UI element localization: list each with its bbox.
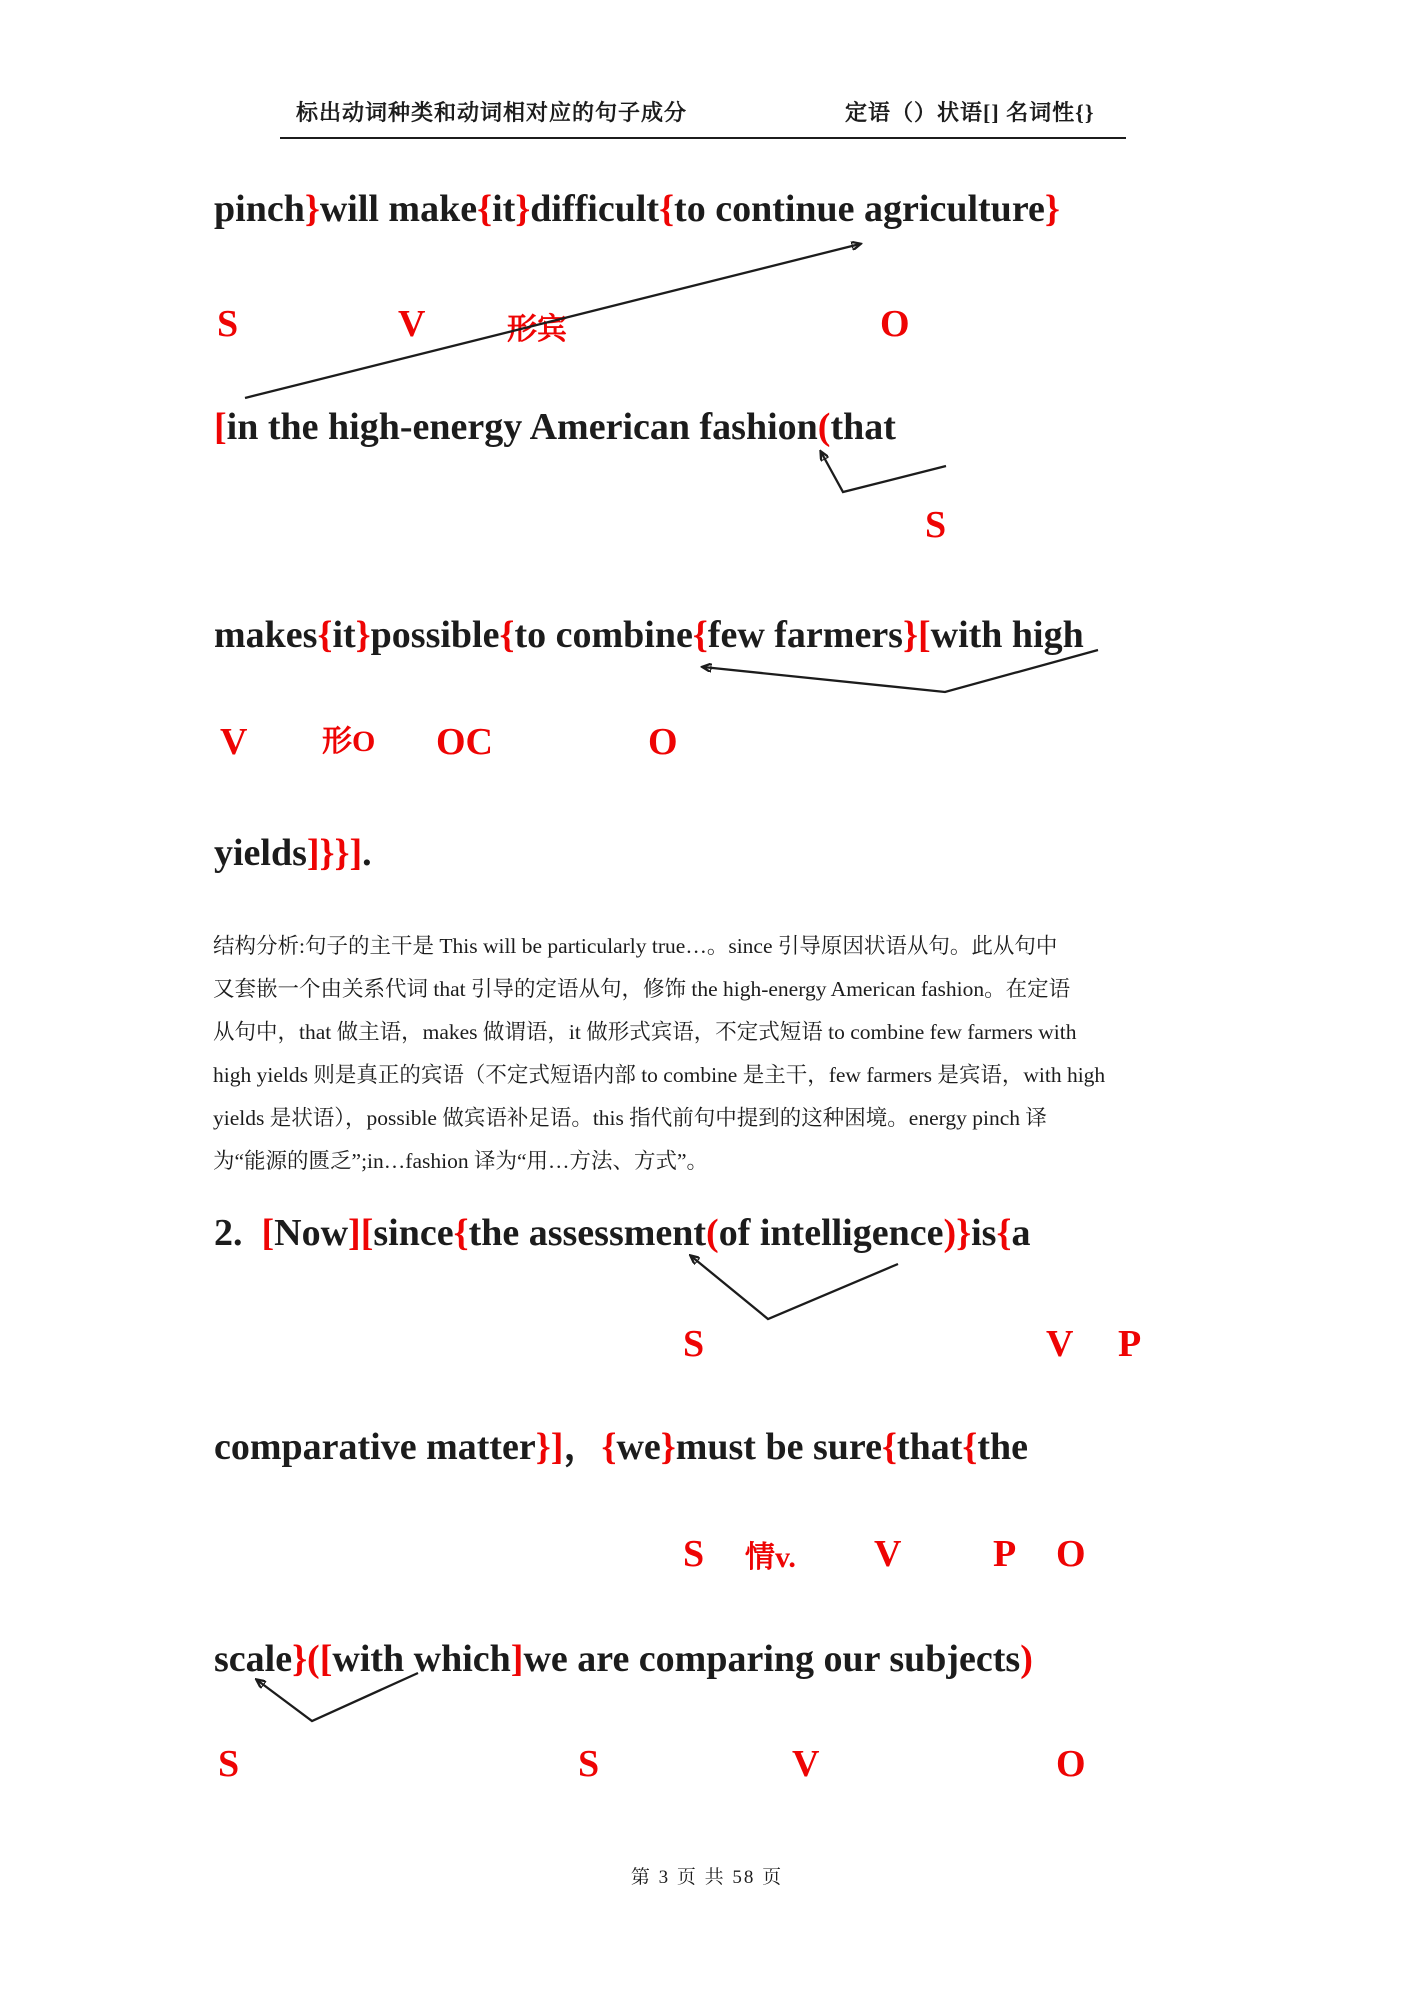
analysis-line: yields 是状语），possible 做宾语补足语。this 指代前句中提到的这种困境。energy pinch 译 — [213, 1106, 1047, 1130]
grammar-label-modal-v: 情v. — [745, 1541, 796, 1574]
grammar-label-v4: V — [874, 1533, 902, 1575]
analysis-line: 又套嵌一个由关系代词 that 引导的定语从句，修饰 the high-energy American fashion。在定语 — [213, 977, 1071, 1001]
sentence2-line2: comparative matter}]，{we}must be sure{that{the — [214, 1426, 1029, 1468]
grammar-label-xingbin: 形宾 — [507, 313, 567, 346]
grammar-label-s6: S — [578, 1743, 600, 1785]
grammar-label-oc: OC — [436, 721, 493, 763]
grammar-label-p: P — [1118, 1323, 1142, 1365]
sentence1-line4: yields]}}]. — [214, 832, 372, 874]
grammar-label-s4: S — [683, 1533, 705, 1575]
page-footer: 第 3 页 共 58 页 — [630, 1867, 784, 1888]
header-rule — [280, 137, 1126, 139]
grammar-label-xing-o: 形O — [322, 725, 376, 758]
grammar-label-s-clause: S — [925, 504, 947, 546]
grammar-label-s5: S — [218, 1743, 240, 1785]
sentence1-line3: makes{it}possible{to combine{few farmers}[with high — [214, 614, 1084, 656]
grammar-label-o: O — [880, 303, 910, 345]
header-right-legend: 定语（）状语[] 名词性{} — [845, 100, 1095, 125]
sentence1-line2: [in the high-energy American fashion(that — [214, 406, 896, 448]
grammar-label-o2: O — [648, 721, 678, 763]
analysis-paragraph — [213, 925, 1205, 1183]
grammar-label-s3: S — [683, 1323, 705, 1365]
analysis-line: high yields 则是真正的宾语（不定式短语内部 to combine 是主干，few farmers 是宾语，with high — [213, 1063, 1106, 1087]
grammar-label-v5: V — [792, 1743, 820, 1785]
grammar-label-v2: V — [220, 721, 248, 763]
grammar-label-v: V — [398, 303, 426, 345]
grammar-label-p2: P — [993, 1533, 1017, 1575]
grammar-label-o3: O — [1056, 1533, 1086, 1575]
grammar-label-o4: O — [1056, 1743, 1086, 1785]
header-left-title: 标出动词种类和动词相对应的句子成分 — [296, 100, 688, 125]
arrow-s-to-that — [821, 452, 946, 492]
arrow-s-to-assessment — [691, 1256, 898, 1319]
analysis-line: 结构分析:句子的主干是 This will be particularly true…。since 引导原因状语从句。此从句中 — [213, 934, 1058, 958]
grammar-label-s: S — [217, 303, 239, 345]
sentence2-line1: 2. [Now][since{the assessment(of intelligence)}is{a — [214, 1212, 1031, 1254]
analysis-line: 从句中，that 做主语，makes 做谓语，it 做形式宾语，不定式短语 to combine few farmers with — [213, 1020, 1077, 1044]
analysis-line: 为“能源的匮乏”;in…fashion 译为“用…方法、方式”。 — [213, 1149, 709, 1173]
sentence2-line3: scale}([with which]we are comparing our subjects) — [214, 1638, 1033, 1680]
sentence1-line1: pinch}will make{it}difficult{to continue agriculture} — [214, 188, 1060, 230]
grammar-label-v3: V — [1046, 1323, 1074, 1365]
